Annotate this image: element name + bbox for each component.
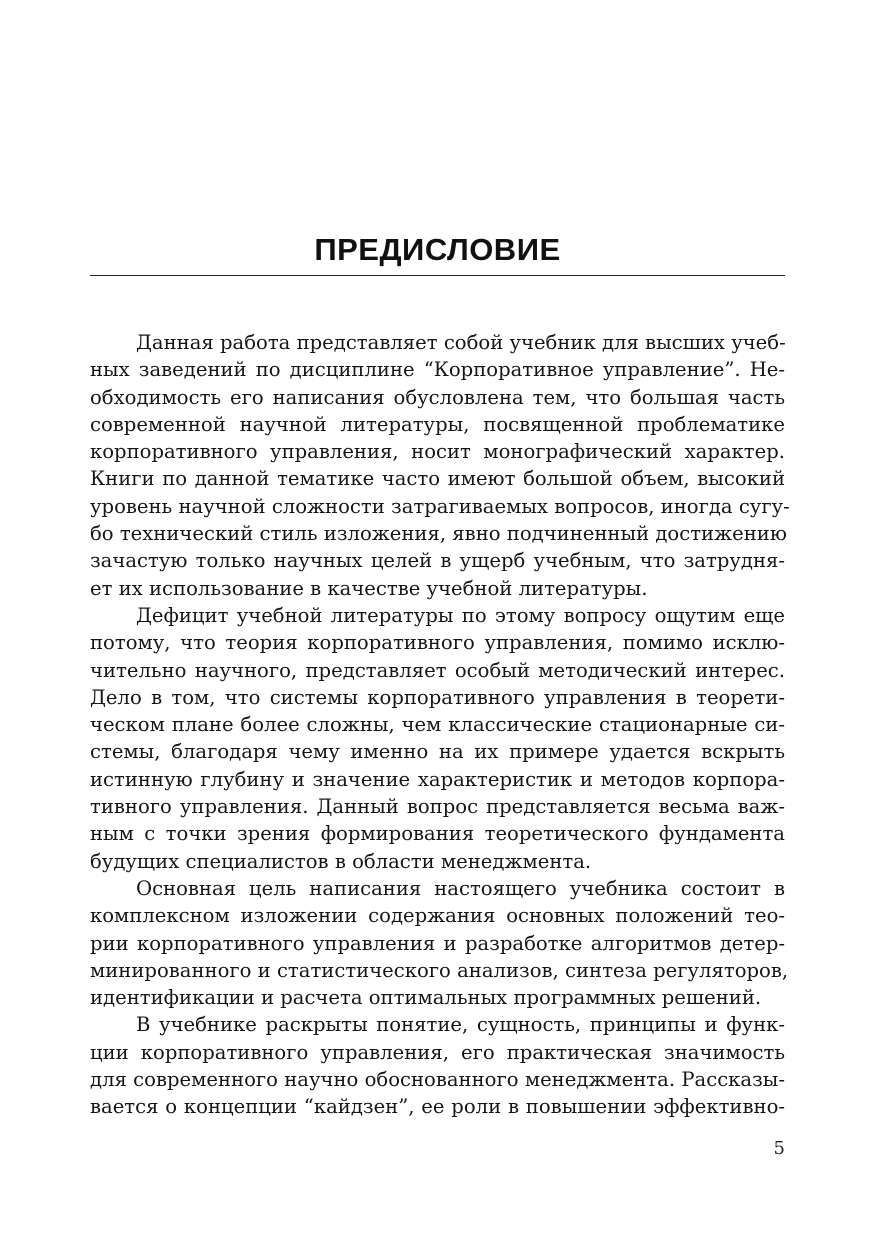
text-line: Данная работа представляет собой учебник для высших учеб-: [136, 331, 786, 354]
text-line: зачастую только научных целей в ущерб учебным, что затрудня-: [90, 549, 785, 573]
text-line: идентификации и расчета оптимальных программных решений.: [90, 986, 762, 1010]
text-line: ции корпоративного управления, его практическая значимость: [90, 1040, 785, 1064]
text-line: бо технический стиль изложения, явно подчиненный достижению: [90, 522, 787, 546]
preface-text: [90, 329, 790, 1121]
text-line: потому, что теория корпоративного управления, помимо исклю-: [90, 631, 785, 655]
text-line: чительно научного, представляет особый методический интерес.: [90, 658, 785, 682]
text-line: будущих специалистов в области менеджмента.: [90, 849, 592, 873]
text-line: уровень научной сложности затрагиваемых вопросов, иногда сугу-: [90, 494, 790, 518]
text-line: Основная цель написания настоящего учебника состоит в: [136, 876, 785, 900]
text-line: Книги по данной тематике часто имеют большой объем, высокий: [90, 467, 785, 491]
text-line: В учебнике раскрыты понятие, сущность, принципы и функ-: [136, 1013, 785, 1037]
text-line: рии корпоративного управления и разработке алгоритмов детер-: [90, 931, 785, 955]
text-line: ческом плане более сложны, чем классические стационарные си-: [90, 713, 785, 737]
text-line: тивного управления. Данный вопрос представляется весьма важ-: [90, 795, 785, 819]
text-line: комплексном изложении содержания основных положений тео-: [90, 904, 785, 928]
text-line: истинную глубину и значение характеристик и методов корпора-: [90, 767, 785, 791]
text-line: минированного и статистического анализов, синтеза регуляторов,: [90, 958, 789, 982]
text-line: Дело в том, что системы корпоративного управления в теорети-: [90, 685, 785, 709]
text-line: ет их использование в качестве учебной литературы.: [90, 576, 648, 600]
text-line: обходимость его написания обусловлена тем, что большая часть: [90, 385, 785, 409]
text-line: вается о концепции “кайдзен”, ее роли в повышении эффективно-: [90, 1095, 785, 1119]
page-title: ПРЕДИСЛОВИЕ: [314, 232, 561, 267]
text-line: ных заведений по дисциплине “Корпоративное управление”. Не-: [90, 358, 785, 382]
text-line: современной научной литературы, посвященной проблематике: [90, 412, 785, 436]
text-line: Дефицит учебной литературы по этому вопросу ощутим еще: [136, 603, 785, 627]
text-line: для современного научно обоснованного менеджмента. Рассказы-: [90, 1068, 785, 1092]
page-number: 5: [773, 1138, 785, 1159]
text-line: ным с точки зрения формирования теоретического фундамента: [90, 822, 785, 846]
title-underline: [90, 275, 785, 276]
text-line: корпоративного управления, носит монографический характер.: [90, 440, 785, 464]
text-line: стемы, благодаря чему именно на их примере удается вскрыть: [90, 740, 785, 764]
